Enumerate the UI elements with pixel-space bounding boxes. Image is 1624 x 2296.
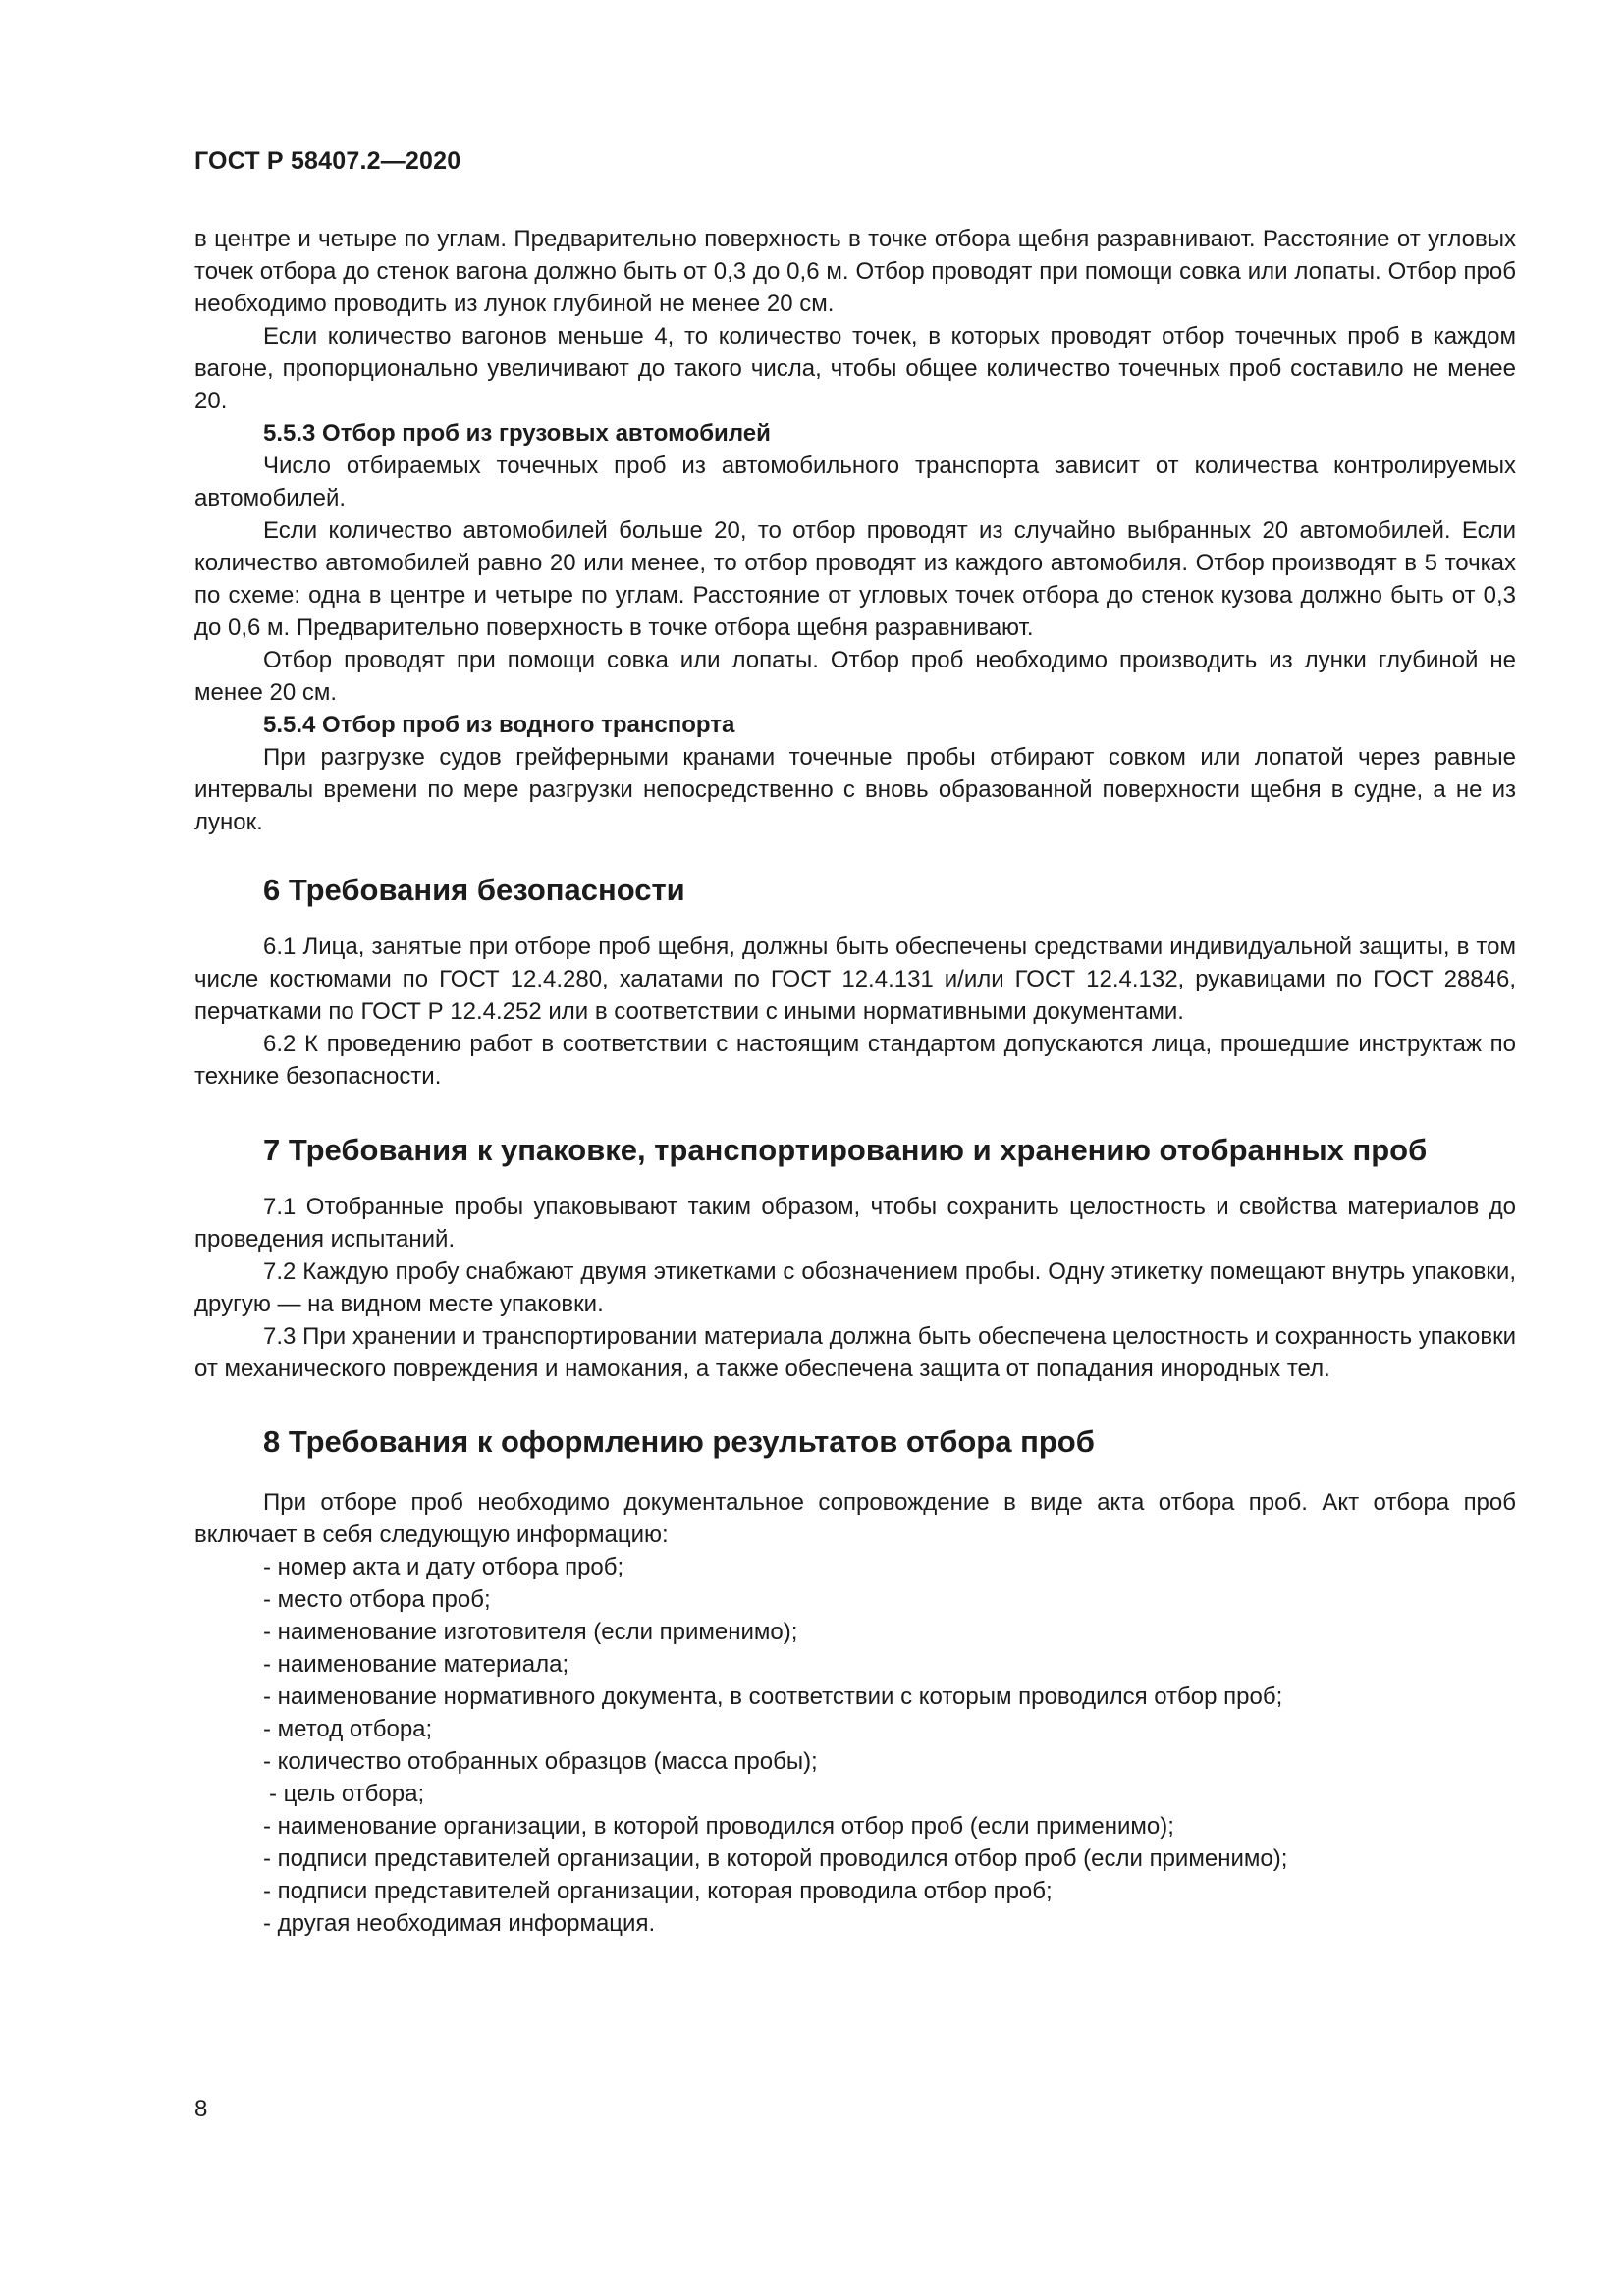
list-item: - подписи представителей организации, в которой проводился отбор проб (если применимо); (263, 1845, 1288, 1872)
list-item: - наименование организации, в которой проводился отбор проб (если применимо); (263, 1813, 1174, 1840)
list-item: - метод отбора; (263, 1716, 433, 1742)
paragraph: в центре и четыре по углам. Предварительно поверхность в точке отбора щебня разравнивают. Расстояние от угловых точек отбора до стенок вагона должно быть от 0,3 до 0,6 м. Отбор проводят при помощи совка или лопаты. Отбор проб необходимо проводить из лунок глубиной не менее 20 см. (194, 226, 1516, 317)
list-item: - другая необходимая информация. (263, 1910, 656, 1937)
section-heading-7: 7 Требования к упаковке, транспортированию и хранению отобранных проб (263, 1133, 1428, 1167)
paragraph: Отбор проводят при помощи совка или лопаты. Отбор проб необходимо производить из лунки глубиной не менее 20 см. (194, 647, 1516, 706)
list-item: - номер акта и дату отбора проб; (263, 1554, 624, 1580)
paragraph: При разгрузке судов грейферными кранами точечные пробы отбирают совком или лопатой через равные интервалы времени по мере разгрузки непосредственно с вновь образованной поверхности щебня в судне, а не из лунок. (194, 744, 1516, 835)
list-item: - место отбора проб; (263, 1586, 491, 1613)
section-heading-6: 6 Требования безопасности (263, 873, 685, 907)
paragraph: 6.1 Лица, занятые при отборе проб щебня, должны быть обеспечены средствами индивидуальной защиты, в том числе костюмами по ГОСТ 12.4.280, халатами по ГОСТ 12.4.131 и/или ГОСТ 12.4.132, рукавицами по ГОСТ 28846, перчатками по ГОСТ Р 12.4.252 или в соответствии с иными нормативными документами. (194, 934, 1516, 1025)
list-item: - наименование нормативного документа, в соответствии с которым проводился отбор проб; (263, 1683, 1283, 1710)
paragraph: 7.3 При хранении и транспортировании материала должна быть обеспечена целостность и сохранность упаковки от механического повреждения и намокания, а также обеспечена защита от попадания инородных тел. (194, 1323, 1516, 1382)
list-item: - количество отобранных образцов (масса пробы); (263, 1748, 818, 1775)
list-item: - подписи представителей организации, которая проводила отбор проб; (263, 1878, 1053, 1904)
paragraph: 7.1 Отобранные пробы упаковывают таким образом, чтобы сохранить целостность и свойства материалов до проведения испытаний. (194, 1194, 1516, 1253)
document-body (194, 223, 1516, 1940)
list-item: - цель отбора; (269, 1781, 425, 1807)
list-item: - наименование изготовителя (если применимо); (263, 1619, 798, 1645)
paragraph: 6.2 К проведению работ в соответствии с настоящим стандартом допускаются лица, прошедшие инструктаж по технике безопасности. (194, 1031, 1516, 1090)
section-heading-8: 8 Требования к оформлению результатов отбора проб (263, 1424, 1095, 1459)
page-number: 8 (194, 2096, 208, 2122)
subsection-heading-5-5-4: 5.5.4 Отбор проб из водного транспорта (263, 712, 735, 738)
paragraph: При отборе проб необходимо документальное сопровождение в виде акта отбора проб. Акт отбора проб включает в себя следующую информацию: (194, 1489, 1516, 1548)
paragraph: Если количество автомобилей больше 20, то отбор проводят из случайно выбранных 20 автомобилей. Если количество автомобилей равно 20 или менее, то отбор проводят из каждого автомобиля. Отбор производят в 5 точках по схеме: одна в центре и четыре по углам. Расстояние от угловых точек отбора до стенок кузова должно быть от 0,3 до 0,6 м. Предварительно поверхность в точке отбора щебня разравнивают. (194, 517, 1516, 641)
paragraph: 7.2 Каждую пробу снабжают двумя этикетками с обозначением пробы. Одну этикетку помещают внутрь упаковки, другую — на видном месте упаковки. (194, 1258, 1516, 1317)
paragraph: Если количество вагонов меньше 4, то количество точек, в которых проводят отбор точечных проб в каждом вагоне, пропорционально увеличивают до такого числа, чтобы общее количество точечных проб составило не менее 20. (194, 323, 1516, 414)
paragraph: Число отбираемых точечных проб из автомобильного транспорта зависит от количества контролируемых автомобилей. (194, 453, 1516, 511)
subsection-heading-5-5-3: 5.5.3 Отбор проб из грузовых автомобилей (263, 420, 771, 447)
list-item: - наименование материала; (263, 1651, 569, 1678)
act-info-list (194, 1551, 1516, 1940)
document-header: ГОСТ Р 58407.2—2020 (194, 147, 461, 175)
